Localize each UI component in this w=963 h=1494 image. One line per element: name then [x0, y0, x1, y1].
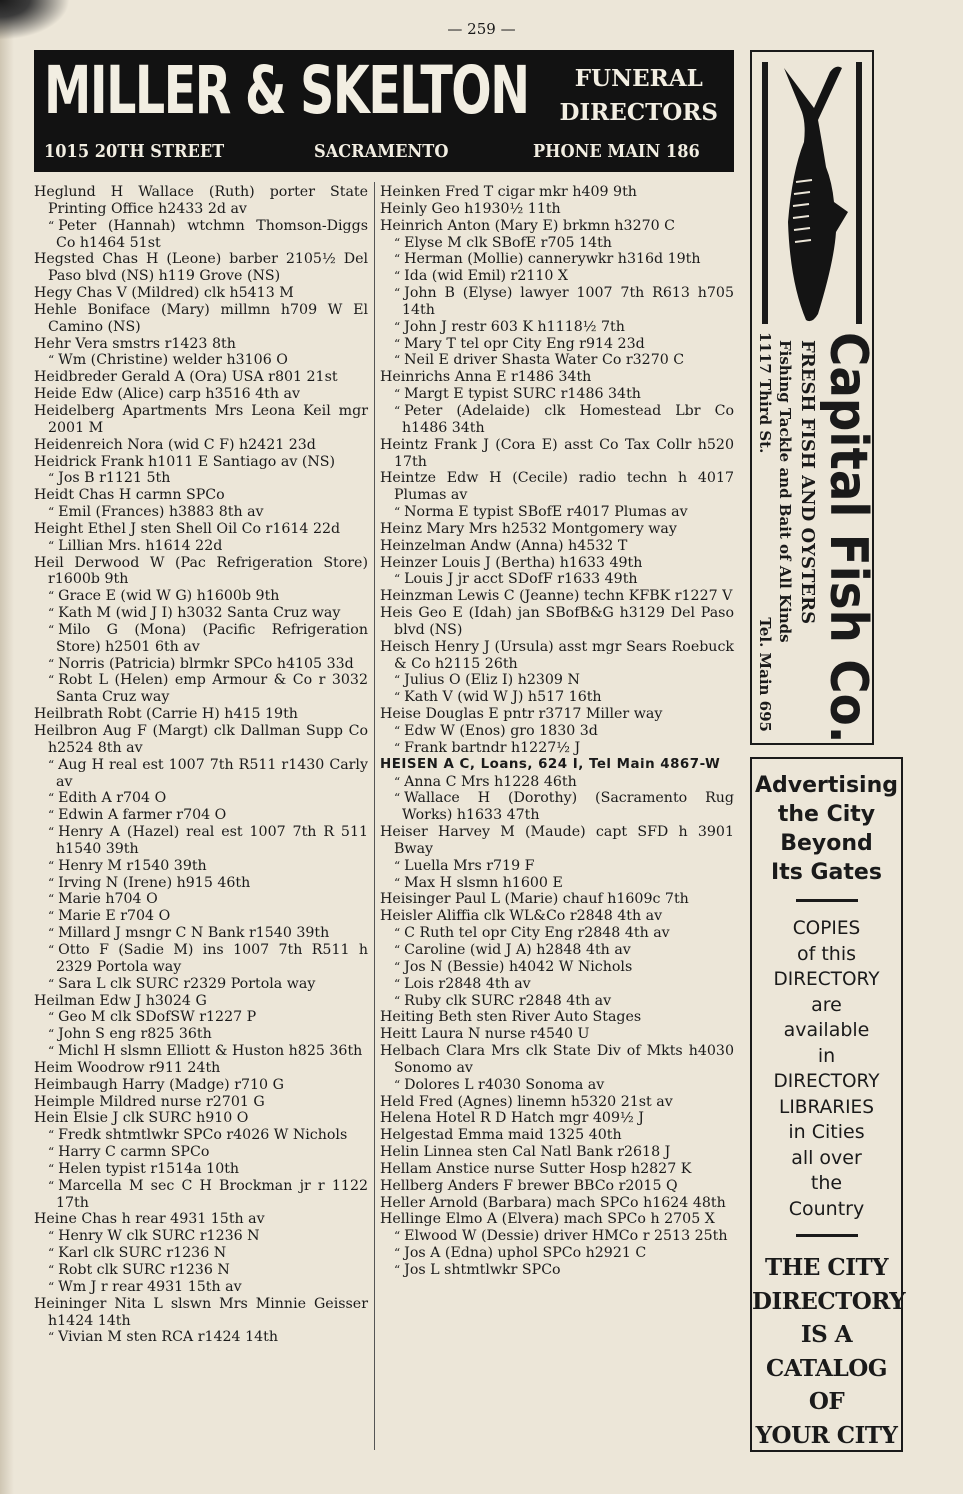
directory-sub-entry: “ Wm (Christine) welder h3106 O [34, 352, 368, 369]
header-ad-city: SACRAMENTO [313, 141, 449, 162]
directory-entry: Heitt Laura N nurse r4540 U [380, 1026, 590, 1043]
dir-ad-body-line: COPIES [792, 918, 861, 939]
dir-ad-closing-line: THE CITY [765, 1254, 888, 1281]
dir-ad-body-line: of this [796, 942, 857, 965]
dir-ad-body-line: in [817, 1044, 836, 1067]
directory-sub-entry: “ Anna C Mrs h1228 46th [380, 774, 734, 791]
directory-entry: Heller Arnold (Barbara) mach SPCo h1624 48th [380, 1194, 726, 1211]
directory-column-middle [380, 184, 734, 1279]
directory-entry: Held Fred (Agnes) linemn h5320 21st av [380, 1093, 673, 1110]
dir-ad-body-line: LIBRARIES [779, 1096, 874, 1118]
directory-business-entry: HEISEN A C, Loans, 624 I, Tel Main 4867-W [380, 756, 721, 772]
directory-sub-entry: “ Edwin A farmer r704 O [34, 807, 368, 824]
directory-entry: Heinzman Lewis C (Jeanne) techn KFBK r1227 V [380, 588, 733, 605]
directory-entry: Hellberg Anders F brewer BBCo r2015 Q [380, 1177, 678, 1194]
directory-entry: Heilman Edw J h3024 G [34, 992, 207, 1009]
directory-entry: Heisinger Paul L (Marie) chauf h1609c 7th [380, 891, 689, 908]
dir-ad-body-line: DIRECTORY [773, 969, 880, 990]
dir-ad-body-line: Country [788, 1197, 865, 1220]
dir-ad-headline-line: Beyond [780, 831, 873, 856]
fish-ad-company-name: Capital Fish Co. [818, 332, 878, 744]
header-ad-phone: PHONE MAIN 186 [532, 141, 700, 162]
directory-entry: Heisch Henry J (Ursula) asst mgr Sears Roebuck & Co h2115 26th [380, 638, 734, 672]
directory-entry: Height Ethel J sten Shell Oil Co r1614 22d [34, 520, 341, 537]
directory-entry: Heinzelman Andw (Anna) h4532 T [380, 537, 628, 554]
directory-sub-entry: “ Robt clk SURC r1236 N [34, 1262, 368, 1279]
directory-sub-entry: “ Luella Mrs r719 F [380, 858, 734, 875]
directory-entry: Helena Hotel R D Hatch mgr 409½ J [380, 1110, 644, 1127]
directory-sub-entry: “ Karl clk SURC r1236 N [34, 1245, 368, 1262]
directory-entry: Heil Derwood W (Pac Refrigeration Store) r1600b 9th [34, 554, 368, 588]
directory-sub-entry: “ Emil (Frances) h3883 8th av [34, 504, 368, 521]
city-directory-advertisement [750, 757, 906, 1452]
dir-ad-body-line: in Cities [788, 1121, 865, 1143]
directory-column-left [34, 184, 368, 1346]
directory-entry: Heinz Mary Mrs h2532 Montgomery way [380, 520, 677, 537]
directory-sub-entry: “ Lois r2848 4th av [380, 976, 734, 993]
directory-sub-entry: “ Dolores L r4030 Sonoma av [380, 1077, 734, 1094]
directory-sub-entry: “ C Ruth tel opr City Eng r2848 4th av [380, 925, 734, 942]
fish-icon [776, 62, 852, 327]
header-ad-contact-row [44, 141, 718, 162]
directory-sub-entry: “ Ruby clk SURC r2848 4th av [380, 993, 734, 1010]
directory-sub-entry: “ Elwood W (Dessie) driver HMCo r 2513 25th [380, 1228, 734, 1245]
directory-sub-entry: “ Louis J jr acct SDofF r1633 49th [380, 571, 734, 588]
directory-entry: Helgestad Emma maid 1325 40th [380, 1127, 622, 1144]
dir-ad-closing-line: DIRECTORY [752, 1287, 906, 1315]
directory-entry: Hein Elsie J clk SURC h910 O [34, 1110, 249, 1127]
fish-ad-tagline: FRESH FISH AND OYSTERS [797, 340, 818, 625]
header-ad-service-line2: DIRECTORS [559, 99, 718, 126]
fish-ad-contact-row [756, 332, 774, 732]
directory-sub-entry: “ Lillian Mrs. h1614 22d [34, 538, 368, 555]
directory-sub-entry: “ Julius O (Eliz I) h2309 N [380, 672, 734, 689]
directory-sub-entry: “ Grace E (wid W G) h1600b 9th [34, 588, 368, 605]
directory-entry: Heide Edw (Alice) carp h3516 4th av [34, 386, 301, 403]
dir-ad-divider [796, 1234, 858, 1237]
directory-sub-entry: “ John S eng r825 36th [34, 1026, 368, 1043]
directory-entry: Hegsted Chas H (Leone) barber 2105½ Del Paso blvd (NS) h119 Grove (NS) [34, 251, 368, 285]
fish-ad-subtagline: Fishing Tackle and Bait of All Kinds [776, 340, 794, 643]
directory-sub-entry: “ Mary T tel opr City Eng r914 23d [380, 336, 734, 353]
directory-sub-entry: “ Jos A (Edna) uphol SPCo h2921 C [380, 1245, 734, 1262]
dir-ad-closing-line: CATALOG [766, 1354, 887, 1382]
directory-entry: Heiser Harvey M (Maude) capt SFD h 3901 Bway [380, 824, 734, 857]
directory-sub-entry: “ Kath V (wid W J) h517 16th [380, 689, 734, 706]
directory-sub-entry: “ Elyse M clk SBofE r705 14th [380, 235, 734, 252]
dir-ad-closing-line: OF [808, 1388, 845, 1415]
directory-entry: Heimbaugh Harry (Madge) r710 G [34, 1076, 284, 1093]
directory-entry: Heintze Edw H (Cecile) radio techn h 4017 Plumas av [380, 470, 734, 504]
directory-sub-entry: “ John B (Elyse) lawyer 1007 7th R613 h705 14th [380, 285, 734, 319]
directory-entry: Heilbrath Robt (Carrie H) h415 19th [34, 706, 298, 723]
directory-entry: Heidt Chas H carmn SPCo [34, 487, 225, 504]
directory-sub-entry: “ Edw W (Enos) gro 1830 3d [380, 723, 734, 740]
directory-entry: Heinrich Anton (Mary E) brkmn h3270 C [380, 217, 676, 234]
directory-sub-entry: “ Jos B r1121 5th [34, 470, 368, 487]
directory-entry: Heglund H Wallace (Ruth) porter State Printing Office h2433 2d av [34, 184, 368, 217]
directory-entry: Heininger Nita L slswn Mrs Minnie Geisser h1424 14th [34, 1295, 368, 1329]
directory-sub-entry: “ Marie h704 O [34, 891, 368, 908]
directory-entry: Heintz Frank J (Cora E) asst Co Tax Collr h520 17th [380, 436, 734, 470]
page-edge [0, 0, 14, 1494]
fish-ad-rotated-text [754, 332, 878, 744]
directory-sub-entry: “ Margt E typist SURC r1486 34th [380, 386, 734, 403]
directory-sub-entry: “ Irving N (Irene) h915 46th [34, 875, 368, 892]
dir-ad-headline-line: Advertising [755, 773, 898, 798]
directory-sub-entry: “ John J restr 603 K h1118½ 7th [380, 319, 734, 336]
directory-entry: Heinzer Louis J (Bertha) h1633 49th [380, 554, 643, 571]
dir-ad-body-line: all over [791, 1146, 862, 1169]
dir-ad-closing [752, 1251, 906, 1452]
directory-entry: Heisler Aliffia clk WL&Co r2848 4th av [380, 908, 663, 925]
directory-entry: Hehle Boniface (Mary) millmn h709 W El Camino (NS) [34, 301, 368, 335]
directory-entry: Hehr Vera smstrs r1423 8th [34, 335, 236, 352]
directory-sub-entry: “ Milo G (Mona) (Pacific Refrigeration Store) h2501 6th av [34, 622, 368, 656]
directory-sub-entry: “ Ida (wid Emil) r2110 X [380, 268, 734, 285]
directory-sub-entry: “ Norris (Patricia) blrmkr SPCo h4105 33d [34, 656, 368, 673]
directory-entry: Heine Chas h rear 4931 15th av [34, 1211, 265, 1228]
directory-entry: Heinly Geo h1930½ 11th [380, 200, 561, 217]
dir-ad-headline-line: Its Gates [771, 860, 882, 885]
dir-ad-body-line: available [783, 1019, 870, 1041]
directory-entry: Helbach Clara Mrs clk State Div of Mkts h4030 Sonomo av [380, 1043, 734, 1076]
dir-ad-divider [796, 899, 858, 902]
directory-entry: Hellinge Elmo A (Elvera) mach SPCo h 2705 X [380, 1211, 715, 1228]
directory-sub-entry: “ Herman (Mollie) cannerywkr h316d 19th [380, 251, 734, 268]
directory-sub-entry: “ Marie E r704 O [34, 908, 368, 925]
directory-entry: Heilbron Aug F (Margt) clk Dallman Supp Co h2524 8th av [34, 723, 368, 756]
directory-sub-entry: “ Kath M (wid J I) h3032 Santa Cruz way [34, 605, 368, 622]
directory-sub-entry: “ Otto F (Sadie M) ins 1007 7th R511 h 2329 Portola way [34, 942, 368, 976]
directory-sub-entry: “ Max H slsmn h1600 E [380, 875, 734, 892]
column-divider [374, 182, 375, 1450]
directory-sub-entry: “ Norma E typist SBofE r4017 Plumas av [380, 504, 734, 521]
directory-entry: Heidenreich Nora (wid C F) h2421 23d [34, 436, 316, 453]
header-ad-service [559, 62, 718, 130]
dir-ad-body [752, 916, 901, 1222]
fish-ad-address: 1117 Third St. [756, 332, 774, 454]
directory-sub-entry: “ Henry A (Hazel) real est 1007 7th R 511 h1540 39th [34, 824, 368, 858]
directory-sub-entry: “ Edith A r704 O [34, 790, 368, 807]
directory-sub-entry: “ Caroline (wid J A) h2848 4th av [380, 942, 734, 959]
directory-sub-entry: “ Helen typist r1514a 10th [34, 1161, 368, 1178]
directory-entry: Hellam Anstice nurse Sutter Hosp h2827 K [380, 1160, 692, 1177]
decorative-bar-left [762, 62, 768, 324]
page-number: — 259 — [447, 20, 516, 38]
directory-sub-entry: “ Robt L (Helen) emp Armour & Co r 3032 Santa Cruz way [34, 672, 368, 706]
directory-sub-entry: “ Michl H slsmn Elliott & Huston h825 36th [34, 1043, 368, 1060]
directory-entry: Heis Geo E (Idah) jan SBofB&G h3129 Del Paso blvd (NS) [380, 605, 734, 638]
directory-sub-entry: “ Harry C carmn SPCo [34, 1144, 368, 1161]
header-ad-service-line1: FUNERAL [574, 65, 703, 92]
directory-sub-entry: “ Jos L shtmtlwkr SPCo [380, 1262, 734, 1279]
capital-fish-advertisement [750, 50, 878, 745]
directory-sub-entry: “ Jos N (Bessie) h4042 W Nichols [380, 959, 734, 976]
directory-sub-entry: “ Wm J r rear 4931 15th av [34, 1279, 368, 1296]
directory-entry: Hegy Chas V (Mildred) clk h5413 M [34, 285, 294, 302]
header-ad-brand: MILLER & SKELTON [44, 52, 529, 129]
dir-ad-headline-line: the City [777, 802, 876, 827]
directory-entry: Helin Linnea sten Cal Natl Bank r2618 J [380, 1144, 671, 1161]
directory-sub-entry: “ Henry M r1540 39th [34, 858, 368, 875]
directory-entry: Heinken Fred T cigar mkr h409 9th [380, 184, 637, 200]
header-advertisement [34, 50, 734, 172]
directory-sub-entry: “ Frank bartndr h1227½ J [380, 740, 734, 757]
directory-sub-entry: “ Peter (Hannah) wtchmn Thomson-Diggs Co h1464 51st [34, 218, 368, 252]
directory-sub-entry: “ Vivian M sten RCA r1424 14th [34, 1329, 368, 1346]
directory-entry: Heidelberg Apartments Mrs Leona Keil mgr 2001 M [34, 402, 368, 436]
dir-ad-body-line: are [811, 993, 842, 1016]
dir-ad-body-line: DIRECTORY [773, 1071, 880, 1092]
directory-entry: Heinrichs Anna E r1486 34th [380, 369, 592, 386]
directory-entry: Heidrick Frank h1011 E Santiago av (NS) [34, 453, 336, 470]
dir-ad-body-line: the [810, 1172, 843, 1194]
dir-ad-closing-line: IS A [800, 1321, 853, 1348]
directory-sub-entry: “ Millard J msngr C N Bank r1540 39th [34, 925, 368, 942]
directory-sub-entry: “ Peter (Adelaide) clk Homestead Lbr Co h1486 34th [380, 403, 734, 437]
directory-sub-entry: “ Wallace H (Dorothy) (Sacramento Rug Works) h1633 47th [380, 790, 734, 824]
directory-sub-entry: “ Aug H real est 1007 7th R511 r1430 Carly av [34, 757, 368, 791]
directory-entry: Heimple Mildred nurse r2701 G [34, 1093, 265, 1110]
directory-sub-entry: “ Geo M clk SDofSW r1227 P [34, 1009, 368, 1026]
directory-sub-entry: “ Henry W clk SURC r1236 N [34, 1228, 368, 1245]
directory-entry: Heise Douglas E pntr r3717 Miller way [380, 706, 663, 723]
dir-ad-headline [752, 771, 901, 887]
directory-entry: Heim Woodrow r911 24th [34, 1059, 221, 1076]
directory-sub-entry: “ Fredk shtmtlwkr SPCo r4026 W Nichols [34, 1127, 368, 1144]
decorative-bar-right [856, 62, 862, 324]
fish-ad-phone: Tel. Main 695 [756, 617, 774, 732]
directory-sub-entry: “ Marcella M sec C H Brockman jr r 1122 17th [34, 1178, 368, 1212]
dir-ad-closing-line: YOUR CITY [755, 1421, 898, 1449]
header-ad-address: 1015 20TH STREET [44, 141, 225, 162]
directory-sub-entry: “ Sara L clk SURC r2329 Portola way [34, 976, 368, 993]
directory-sub-entry: “ Neil E driver Shasta Water Co r3270 C [380, 352, 734, 369]
directory-entry: Heiting Beth sten River Auto Stages [380, 1009, 642, 1026]
directory-entry: Heidbreder Gerald A (Ora) USA r801 21st [34, 369, 338, 386]
